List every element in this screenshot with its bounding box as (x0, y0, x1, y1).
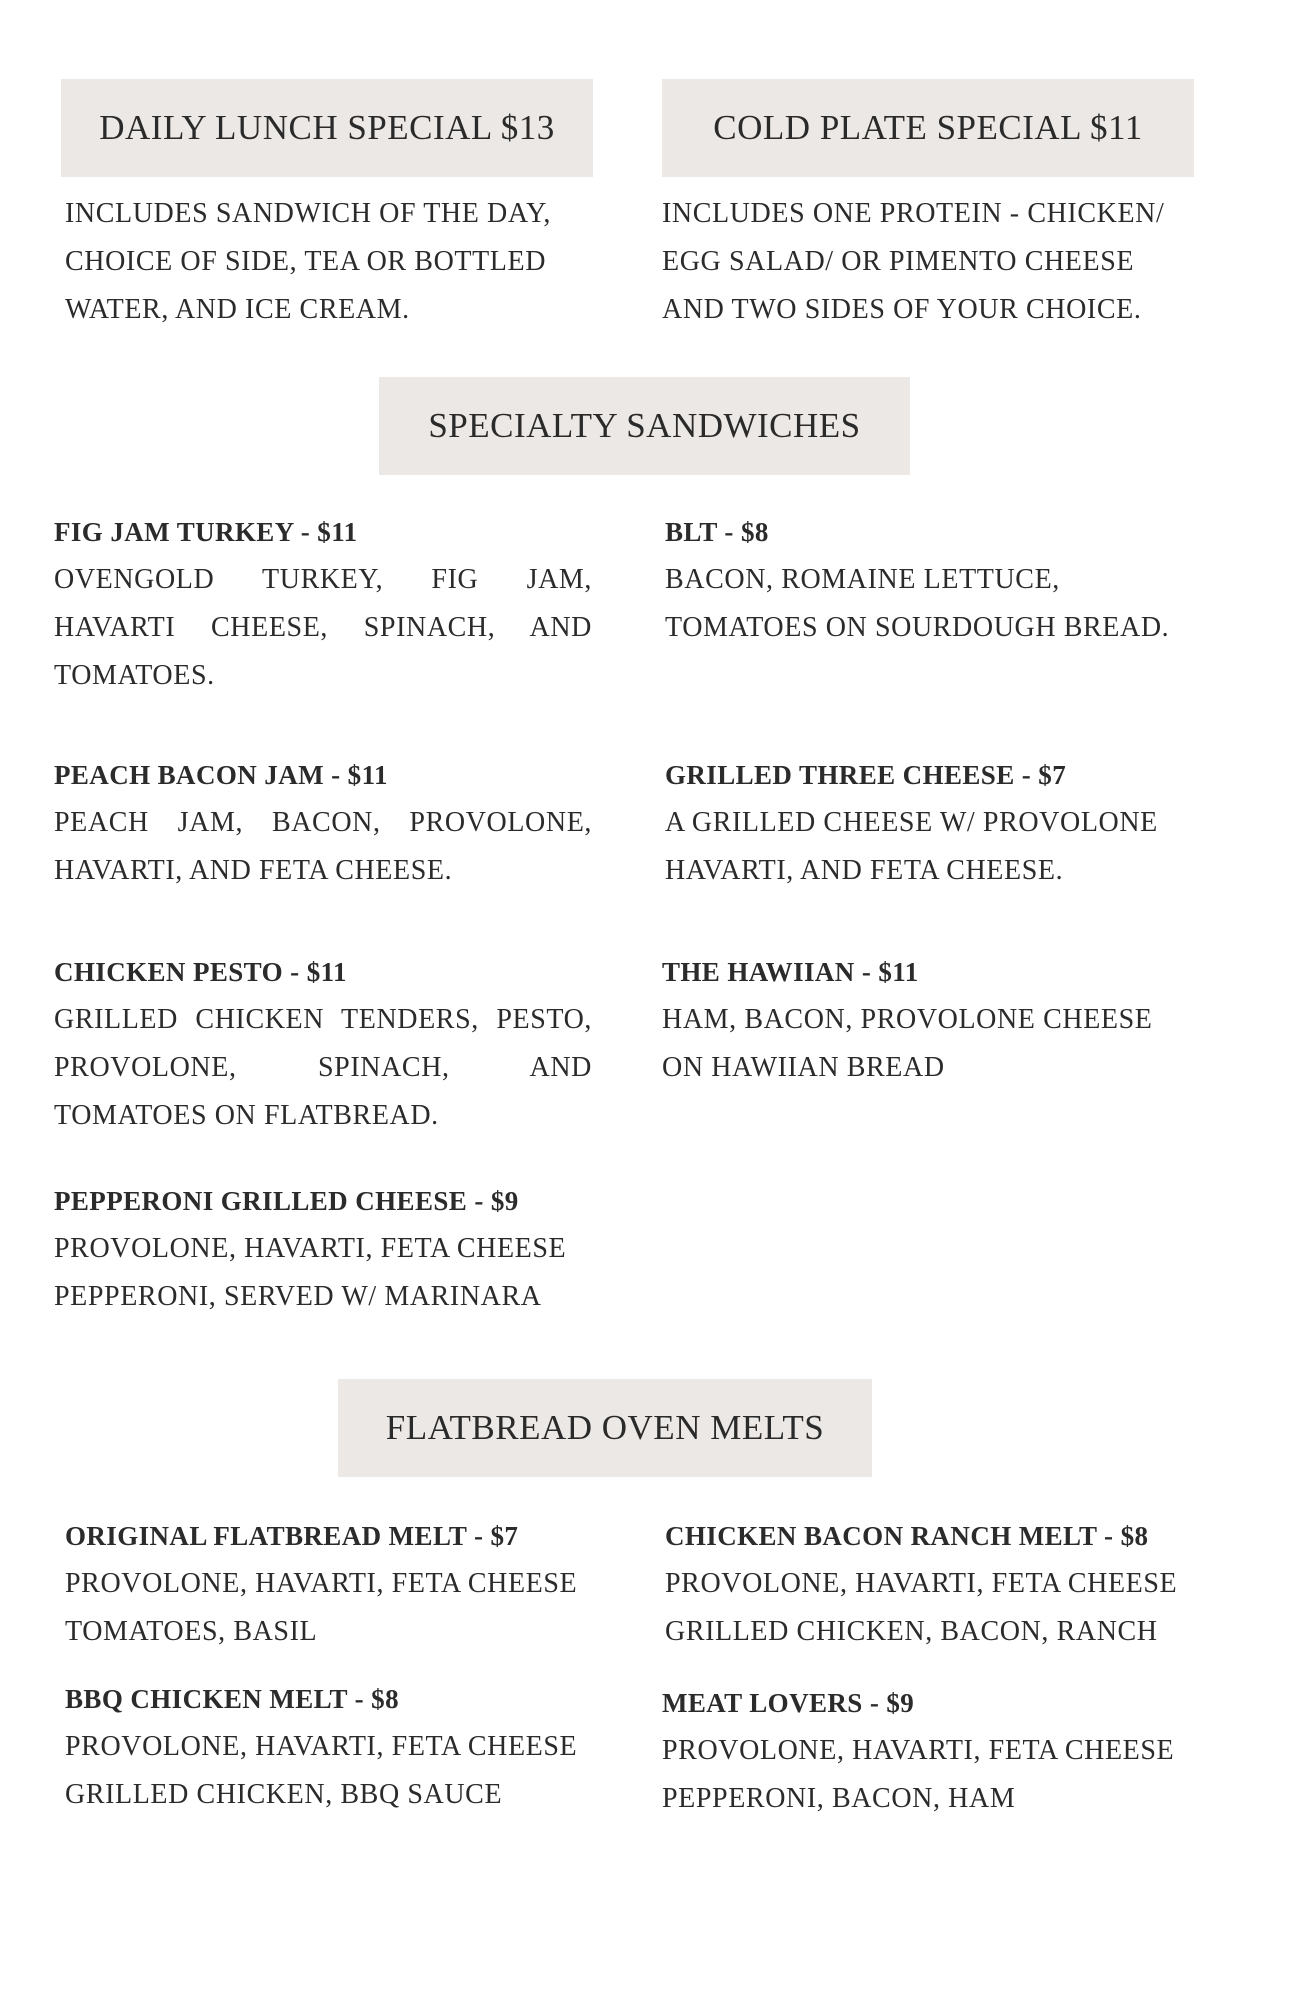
description-line: AND TWO SIDES OF YOUR CHOICE. (662, 294, 1142, 325)
menu-item-peach-bacon-jam (54, 751, 592, 895)
menu-item-grilled-three-cheese (665, 751, 1265, 895)
menu-item-meat-lovers (662, 1679, 1262, 1823)
menu-item-fig-jam-turkey (54, 508, 592, 700)
flatbread-oven-melts-heading: FLATBREAD OVEN MELTS (338, 1379, 872, 1477)
menu-item-description-line: A GRILLED CHEESE W/ PROVOLONE (665, 807, 1158, 838)
menu-item-bbq-chicken-melt (65, 1675, 665, 1819)
menu-item-description-line: PROVOLONE, HAVARTI, FETA CHEESE (662, 1735, 1175, 1766)
menu-item-chicken-bacon-ranch-melt (665, 1512, 1265, 1656)
menu-item-description-line: ON HAWIIAN BREAD (662, 1052, 945, 1083)
menu-item-description-line: BACON, ROMAINE LETTUCE, (665, 564, 1060, 595)
menu-item-description-line: PROVOLONE, HAVARTI, FETA CHEESE (665, 1568, 1178, 1599)
description-line: CHOICE OF SIDE, TEA OR BOTTLED (65, 246, 547, 277)
menu-item-description-line: PEPPERONI, BACON, HAM (662, 1783, 1016, 1814)
menu-item-description: GRILLED CHICKEN TENDERS, PESTO, PROVOLONE, SPINACH, AND TOMATOES ON FLATBREAD. (54, 1004, 592, 1131)
specialty-sandwiches-heading: SPECIALTY SANDWICHES (379, 377, 910, 475)
menu-item-the-hawiian (662, 948, 1262, 1092)
description-line: INCLUDES SANDWICH OF THE DAY, (65, 198, 551, 229)
menu-item-description-line: HAM, BACON, PROVOLONE CHEESE (662, 1004, 1153, 1035)
menu-item-description-line: TOMATOES, BASIL (65, 1616, 318, 1647)
menu-item-title: CHICKEN BACON RANCH MELT - $8 (665, 1521, 1149, 1551)
menu-item-pepperoni-grilled-cheese (54, 1177, 654, 1321)
cold-plate-special-heading: COLD PLATE SPECIAL $11 (662, 79, 1194, 177)
menu-item-description: OVENGOLD TURKEY, FIG JAM, HAVARTI CHEESE, SPINACH, AND TOMATOES. (54, 564, 592, 691)
description-line: EGG SALAD/ OR PIMENTO CHEESE (662, 246, 1135, 277)
menu-item-original-flatbread-melt (65, 1512, 665, 1656)
menu-item-description-line: PROVOLONE, HAVARTI, FETA CHEESE (65, 1731, 578, 1762)
menu-item-description-line: PROVOLONE, HAVARTI, FETA CHEESE (65, 1568, 578, 1599)
menu-item-title: GRILLED THREE CHEESE - $7 (665, 760, 1067, 790)
menu-item-title: BBQ CHICKEN MELT - $8 (65, 1684, 399, 1714)
menu-item-description: PEACH JAM, BACON, PROVOLONE, HAVARTI, AND FETA CHEESE. (54, 807, 592, 886)
menu-item-description-line: GRILLED CHICKEN, BBQ SAUCE (65, 1779, 503, 1810)
description-line: WATER, AND ICE CREAM. (65, 294, 410, 325)
menu-item-description-line: GRILLED CHICKEN, BACON, RANCH (665, 1616, 1158, 1647)
menu-item-title: PEPPERONI GRILLED CHEESE - $9 (54, 1186, 519, 1216)
menu-item-description-line: HAVARTI, AND FETA CHEESE. (665, 855, 1064, 886)
menu-item-title: PEACH BACON JAM - $11 (54, 760, 388, 790)
menu-item-description-line: TOMATOES ON SOURDOUGH BREAD. (665, 612, 1170, 643)
menu-item-title: CHICKEN PESTO - $11 (54, 957, 347, 987)
menu-item-title: MEAT LOVERS - $9 (662, 1688, 915, 1718)
daily-lunch-special-heading: DAILY LUNCH SPECIAL $13 (61, 79, 593, 177)
menu-item-description-line: PEPPERONI, SERVED W/ MARINARA (54, 1281, 542, 1312)
description-line: INCLUDES ONE PROTEIN - CHICKEN/ (662, 198, 1165, 229)
menu-item-title: ORIGINAL FLATBREAD MELT - $7 (65, 1521, 519, 1551)
menu-item-chicken-pesto (54, 948, 592, 1140)
menu-item-title: FIG JAM TURKEY - $11 (54, 517, 358, 547)
menu-item-title: BLT - $8 (665, 517, 769, 547)
menu-item-blt (665, 508, 1265, 652)
cold-plate-special-description (662, 190, 1242, 334)
menu-item-title: THE HAWIIAN - $11 (662, 957, 919, 987)
daily-lunch-special-description (65, 190, 625, 334)
menu-item-description-line: PROVOLONE, HAVARTI, FETA CHEESE (54, 1233, 567, 1264)
